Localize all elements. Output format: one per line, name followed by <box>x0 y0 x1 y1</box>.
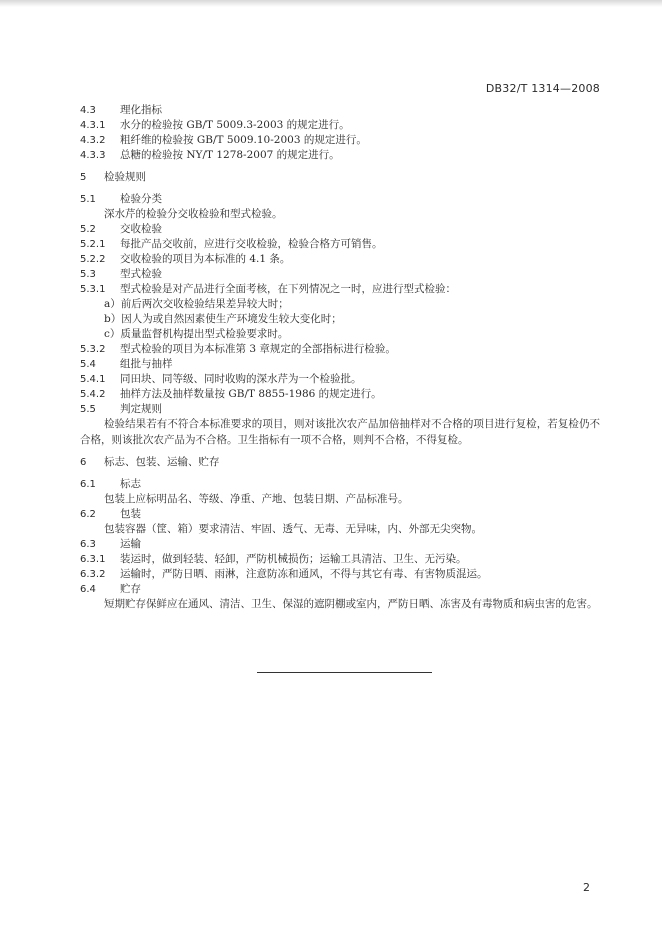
list-item: c）质量监督机构提出型式检验要求时。 <box>104 328 289 340</box>
section-heading: 5.4 组批与抽样 <box>80 358 173 370</box>
clause: 4.3.1 水分的检验按 GB/T 5009.3-2003 的规定进行。 <box>80 119 350 131</box>
paragraph: 深水芹的检验分交收检验和型式检验。 <box>104 208 283 220</box>
clause: 5.4.1 同田块、同等级、同时收购的深水芹为一个检验批。 <box>80 373 362 385</box>
section-heading: 5.5 判定规则 <box>80 403 162 415</box>
section-heading: 6.2 包装 <box>80 508 141 520</box>
paragraph: 包装容器（筐、箱）要求清洁、牢固、透气、无毒、无异味，内、外部无尖突物。 <box>104 523 482 535</box>
section-heading: 5.1 检验分类 <box>80 193 162 205</box>
clause: 5.4.2 抽样方法及抽样数量按 GB/T 8855-1986 的规定进行。 <box>80 388 382 400</box>
list-item: a）前后两次交收检验结果差异较大时； <box>104 298 289 310</box>
list-item: b）因人为或自然因素使生产环境发生较大变化时； <box>104 313 342 325</box>
clause: 5.3.1 型式检验是对产品进行全面考核，在下列情况之一时，应进行型式检验： <box>80 283 456 295</box>
section-heading: 4.3 理化指标 <box>80 104 162 116</box>
section-heading: 5.3 型式检验 <box>80 268 162 280</box>
document-body <box>80 103 600 613</box>
clause: 5.2.1 每批产品交收前，应进行交收检验，检验合格方可销售。 <box>80 238 383 250</box>
clause: 6.3.2 运输时，严防日晒、雨淋，注意防冻和通风，不得与其它有毒、有害物质混运。 <box>80 568 488 580</box>
paragraph: 包装上应标明品名、等级、净重、产地、包装日期、产品标准号。 <box>104 493 409 505</box>
paragraph: 短期贮存保鲜应在通风、清洁、卫生、保湿的遮阴棚或室内，严防日晒、冻害及有毒物质和病虫害的危害。 <box>104 598 598 610</box>
clause: 5.3.2 型式检验的项目为本标准第 3 章规定的全部指标进行检验。 <box>80 343 396 355</box>
scan-edge <box>0 0 662 7</box>
clause: 4.3.2 粗纤维的检验按 GB/T 5009.10-2003 的规定进行。 <box>80 134 367 146</box>
section-heading: 6.4 贮存 <box>80 583 141 595</box>
clause: 6.3.1 装运时，做到轻装、轻卸，严防机械损伤；运输工具清洁、卫生、无污染。 <box>80 553 467 565</box>
chapter-heading: 5 检验规则 <box>80 171 146 183</box>
page-number: 2 <box>583 881 590 894</box>
clause: 5.2.2 交收检验的项目为本标准的 4.1 条。 <box>80 253 291 265</box>
paragraph: 检验结果若有不符合本标准要求的项目，则对该批次农产品加倍抽样对不合格的项目进行复检，若复检仍不合格，则该批次农产品为不合格。卫生指标有一项不合格，则判不合格，不得复检。 <box>80 418 600 446</box>
section-heading: 6.3 运输 <box>80 538 141 550</box>
section-heading: 6.1 标志 <box>80 478 141 490</box>
end-rule <box>257 672 432 673</box>
document-code: DB32/T 1314—2008 <box>485 82 600 95</box>
chapter-heading: 6 标志、包装、运输、贮存 <box>80 456 220 468</box>
clause: 4.3.3 总糖的检验按 NY/T 1278-2007 的规定进行。 <box>80 149 340 161</box>
section-heading: 5.2 交收检验 <box>80 223 162 235</box>
